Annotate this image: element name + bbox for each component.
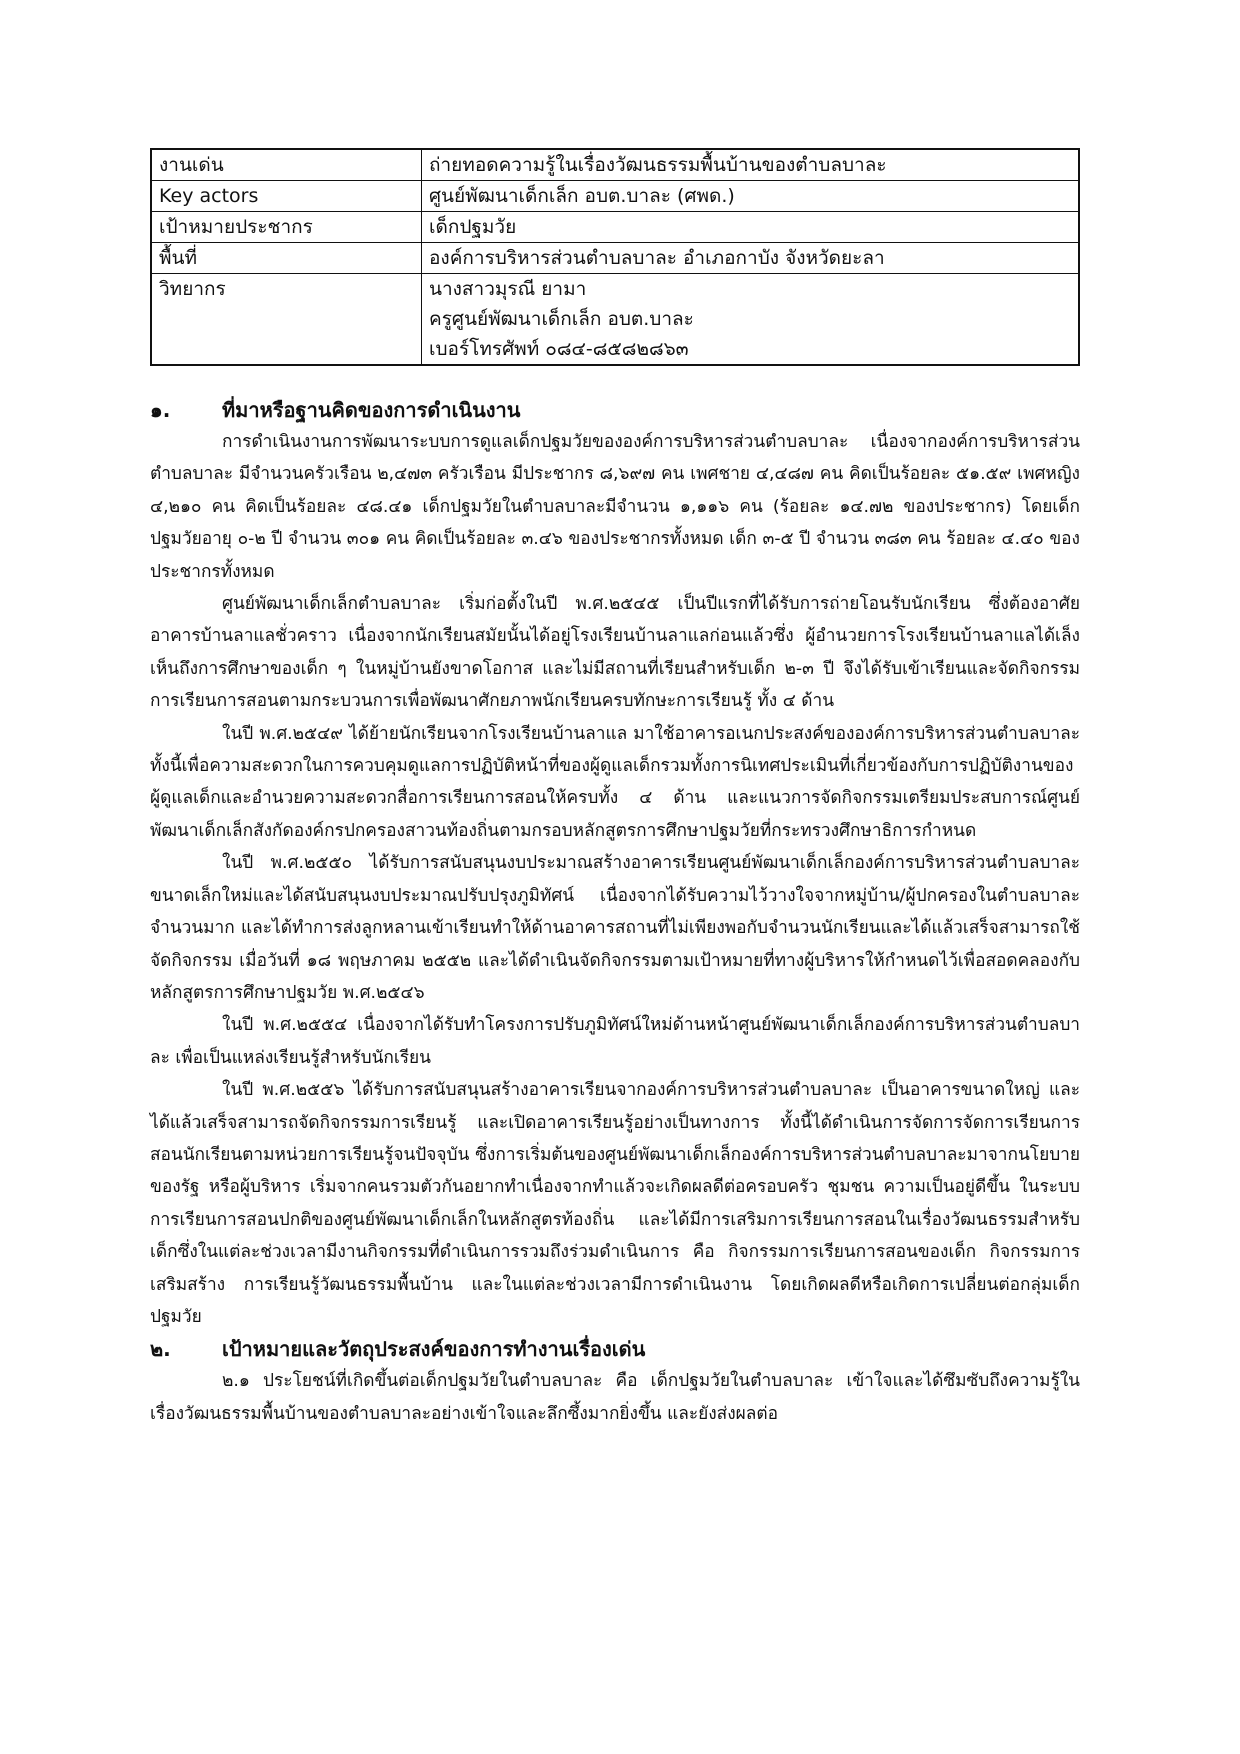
section-2 [150, 1333, 1080, 1430]
speaker-name: นางสาวมุรณี ยามา [429, 278, 587, 300]
paragraph: ในปี พ.ศ.๒๕๕๔ เนื่องจากได้รับทำโครงการปรับภูมิทัศน์ใหม่ด้านหน้าศูนย์พัฒนาเด็กเล็กองค์การบริหารส่วนตำบลบาละ เพื่อเป็นแหล่งเรียนรู้สำหรับนักเรียน [150, 1015, 1080, 1068]
section-heading [150, 394, 1080, 426]
paragraph: ในปี พ.ศ.๒๕๔๙ ได้ย้ายนักเรียนจากโรงเรียนบ้านลาแล มาใช้อาคารอเนกประสงค์ขององค์การบริหารส่วนตำบลบาละ ทั้งนี้เพื่อความสะดวกในการควบคุมดูแลการปฏิบัติหน้าที่ของผู้ดูแลเด็กรวมทั้งการนิเทศประเมินที่เกี่ยวข้องกับการปฏิบัติงานของผู้ดูแลเด็กและอำนวยความสะดวกสื่อการเรียนการสอนให้ครบทั้ง ๔ ด้าน และแนวการจัดกิจกรรมเตรียมประสบการณ์ศูนย์พัฒนาเด็กเล็กสังกัดองค์กรปกครองสาวนท้องถิ่นตามกรอบหลักสูตรการศึกษาปฐมวัยที่กระทรวงศึกษาธิการกำหนด [150, 723, 1080, 841]
section-number: ๑. [150, 398, 171, 422]
paragraph: ในปี พ.ศ.๒๕๕๐ ได้รับการสนับสนุนงบประมาณสร้างอาคารเรียนศูนย์พัฒนาเด็กเล็กองค์การบริหารส่วนตำบลบาละขนาดเล็กใหม่และได้สนับสนุนงบประมาณปรับปรุงภูมิทัศน์ เนื่องจากได้รับความไว้วางใจจากหมู่บ้าน/ผู้ปกครองในตำบลบาละจำนวนมาก และได้ทำการส่งลูกหลานเข้าเรียนทำให้ด้านอาคารสถานที่ไม่เพียงพอกับจำนวนนักเรียนและได้แล้วเสร็จสามารถใช้จัดกิจกรรม เมื่อวันที่ ๑๘ พฤษภาคม ๒๕๕๒ และได้ดำเนินจัดกิจกรรมตามเป้าหมายที่ทางผู้บริหารให้กำหนดไว้เพื่อสอดคลองกับหลักสูตรการศึกษาปฐมวัย พ.ศ.๒๕๔๖ [150, 853, 1080, 1003]
row-value: เด็กปฐมวัย [422, 212, 1080, 243]
section-title: เป้าหมายและวัตถุประสงค์ของการทำงานเรื่องเด่น [222, 1337, 646, 1362]
row-value [422, 274, 1080, 366]
paragraph: การดำเนินงานการพัฒนาระบบการดูแลเด็กปฐมวัยขององค์การบริหารส่วนตำบลบาละ เนื่องจากองค์การบริหารส่วนตำบลบาละ มีจำนวนครัวเรือน ๒,๔๗๓ ครัวเรือน มีประชากร ๘,๖๙๗ คน เพศชาย ๔,๔๘๗ คน คิดเป็นร้อยละ ๕๑.๕๙ เพศหญิง ๔,๒๑๐ คน คิดเป็นร้อยละ ๔๘.๔๑ เด็กปฐมวัยในตำบลบาละมีจำนวน ๑,๑๑๖ คน (ร้อยละ ๑๔.๗๒ ของประชากร) โดยเด็กปฐมวัยอายุ ๐-๒ ปี จำนวน ๓๐๑ คน คิดเป็นร้อยละ ๓.๔๖ ของประชากรทั้งหมด เด็ก ๓-๕ ปี จำนวน ๓๘๓ คน ร้อยละ ๔.๔๐ ของประชากรทั้งหมด [150, 432, 1080, 582]
table-row [151, 243, 1079, 274]
row-value: ถ่ายทอดความรู้ในเรื่องวัฒนธรรมพื้นบ้านของตำบลบาละ [422, 149, 1080, 181]
paragraph: ในปี พ.ศ.๒๕๕๖ ได้รับการสนับสนุนสร้างอาคารเรียนจากองค์การบริหารส่วนตำบลบาละ เป็นอาคารขนาดใหญ่ และได้แล้วเสร็จสามารถจัดกิจกรรมการเรียนรู้ และเปิดอาคารเรียนรู้อย่างเป็นทางการ ทั้งนี้ได้ดำเนินการจัดการจัดการเรียนการสอนนักเรียนตามหน่วยการเรียนรู้จนปัจจุบัน ซึ่งการเริ่มต้นของศูนย์พัฒนาเด็กเล็กองค์การบริหารส่วนตำบลบาละมาจากนโยบายของรัฐ หรือผู้บริหาร เริ่มจากคนรวมตัวกันอยากทำเนื่องจากทำแล้วจะเกิดผลดีต่อครอบครัว ชุมชน ความเป็นอยู่ดีขึ้น ในระบบการเรียนการสอนปกติของศูนย์พัฒนาเด็กเล็กในหลักสูตรท้องถิ่น และได้มีการเสริมการเรียนการสอนในเรื่องวัฒนธรรมสำหรับเด็กซึ่งในแต่ละช่วงเวลามีงานกิจกรรมที่ดำเนินการรวมถึงร่วมดำเนินการ คือ กิจกรรมการเรียนการสอนของเด็ก กิจกรรมการเสริมสร้าง การเรียนรู้วัฒนธรรมพื้นบ้าน และในแต่ละช่วงเวลามีการดำเนินงาน โดยเกิดผลดีหรือเกิดการเปลี่ยนต่อกลุ่มเด็กปฐมวัย [150, 1080, 1080, 1327]
document-page [150, 148, 1080, 1430]
row-key: พื้นที่ [151, 243, 422, 274]
section-heading [150, 1333, 1080, 1365]
paragraph: ๒.๑ ประโยชน์ที่เกิดขึ้นต่อเด็กปฐมวัยในตำบลบาละ คือ เด็กปฐมวัยในตำบลบาละ เข้าใจและได้ซึมซับถึงความรู้ในเรื่องวัฒนธรรมพื้นบ้านของตำบลบาละอย่างเข้าใจและลึกซึ้งมากยิ่งขึ้น และยังส่งผลต่อ [150, 1371, 1080, 1424]
speaker-position: ครูศูนย์พัฒนาเด็กเล็ก อบต.บาละ [429, 308, 694, 330]
section-number: ๒. [150, 1337, 171, 1362]
section-1 [150, 394, 1080, 1333]
row-value: องค์การบริหารส่วนตำบลบาละ อำเภอกาบัง จังหวัดยะลา [422, 243, 1080, 274]
paragraph: ศูนย์พัฒนาเด็กเล็กตำบลบาละ เริ่มก่อตั้งในปี พ.ศ.๒๕๔๕ เป็นปีแรกที่ได้รับการถ่ายโอนรับนักเรียน ซึ่งต้องอาศัยอาคารบ้านลาแลชั่วคราว เนื่องจากนักเรียนสมัยนั้นได้อยู่โรงเรียนบ้านลาแลก่อนแล้วซึ่ง ผู้อำนวยการโรงเรียนบ้านลาแลได้เล็งเห็นถึงการศึกษาของเด็ก ๆ ในหมู่บ้านยังขาดโอกาส และไม่มีสถานที่เรียนสำหรับเด็ก ๒-๓ ปี จึงได้รับเข้าเรียนและจัดกิจกรรมการเรียนการสอนตามกระบวนการเพื่อพัฒนาศักยภาพนักเรียนครบทักษะการเรียนรู้ ทั้ง ๔ ด้าน [150, 594, 1080, 712]
table-row [151, 149, 1079, 181]
info-table [150, 148, 1080, 366]
section-title: ที่มาหรือฐานคิดของการดำเนินงาน [222, 398, 521, 422]
row-key: งานเด่น [151, 149, 422, 181]
row-value: ศูนย์พัฒนาเด็กเล็ก อบต.บาละ (ศพด.) [422, 181, 1080, 212]
table-row [151, 181, 1079, 212]
table-row [151, 212, 1079, 243]
row-key: วิทยากร [151, 274, 422, 366]
row-key: เป้าหมายประชากร [151, 212, 422, 243]
table-row [151, 274, 1079, 366]
speaker-phone: เบอร์โทรศัพท์ ๐๘๔-๘๕๘๒๘๖๓ [429, 338, 689, 360]
row-key: Key actors [151, 181, 422, 212]
